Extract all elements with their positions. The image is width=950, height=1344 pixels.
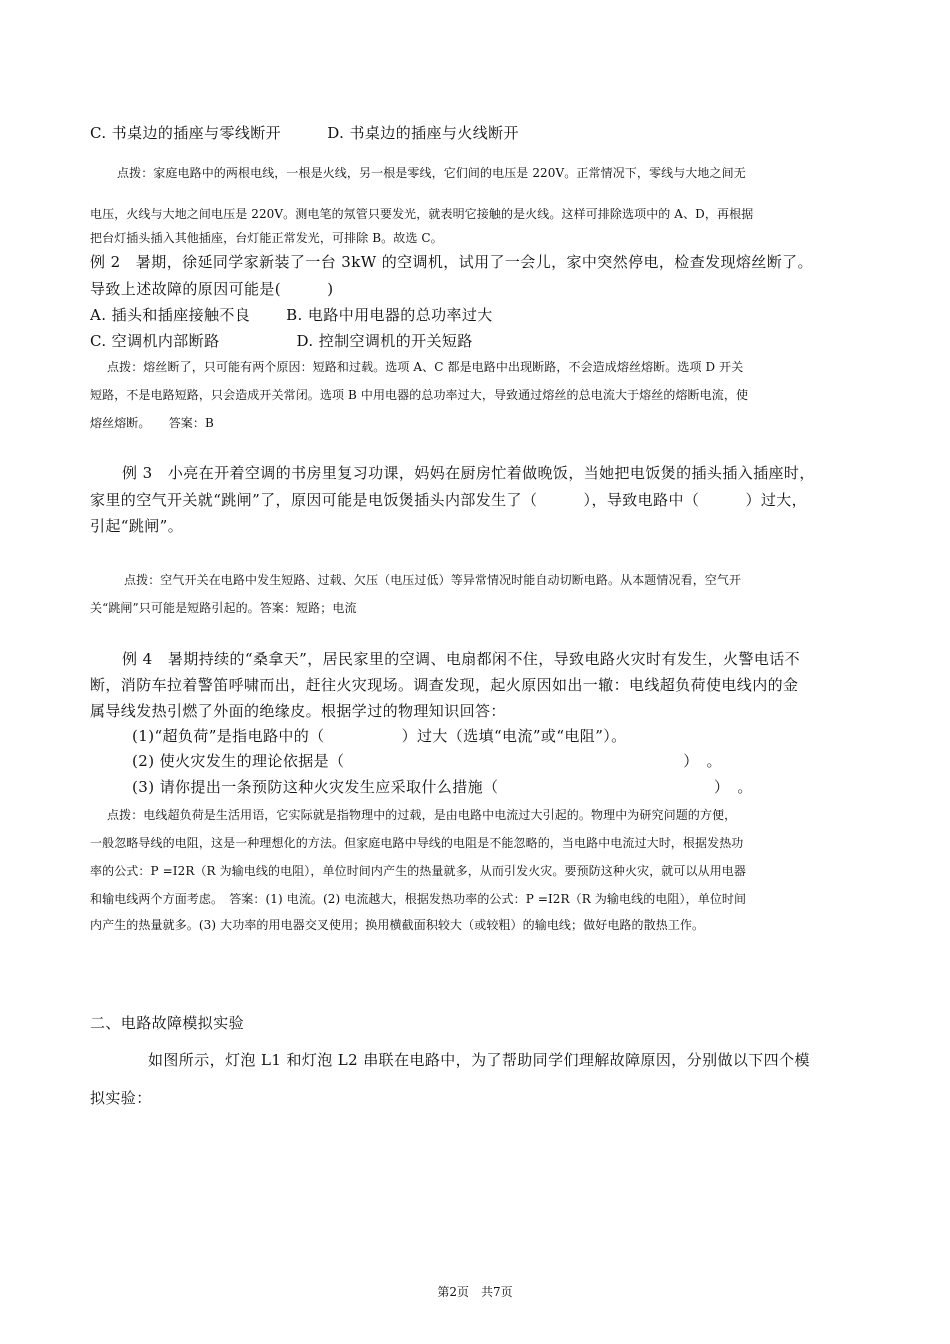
hint-answer-line: 熔丝熔断。 答案：B <box>90 416 214 430</box>
example-2-options: C. 空调机内部断路 D. 控制空调机的开关短路 <box>90 332 473 350</box>
hint-paragraph-line: 点拨：空气开关在电路中发生短路、过载、欠压（电压过低）等异常情况时能自动切断电路。从本题情况看，空气开 <box>124 573 742 587</box>
example-4-question: 例 4 暑期持续的“桑拿天”，居民家里的空调、电扇都闲不住，导致电路火灾时有发生，火警电话不 <box>122 650 801 668</box>
hint-paragraph-line: 点拨：电线超负荷是生活用语，它实际就是指物理中的过载，是由电路中电流过大引起的。物理中为研究问题的方便， <box>107 808 737 822</box>
hint-paragraph-line: 一般忽略导线的电阻，这是一种理想化的方法。但家庭电路中导线的电阻是不能忽略的，当电路中电流过大时，根据发热功 <box>90 836 744 850</box>
section-body-line: 如图所示，灯泡 L1 和灯泡 L2 串联在电路中，为了帮助同学们理解故障原因，分别做以下四个模 <box>148 1051 810 1069</box>
example-4-subquestion: (2) 使火灾发生的理论依据是（ ） 。 <box>132 752 722 770</box>
example-4-subquestion: (3) 请你提出一条预防这种火灾发生应采取什么措施（ ） 。 <box>132 778 753 796</box>
hint-paragraph-line: 短路，不是电路短路，只会造成开关常闭。选项 B 中用电器的总功率过大，导致通过熔丝的总电流大于熔丝的熔断电流，使 <box>90 388 749 402</box>
section-body-line: 拟实验： <box>90 1089 152 1107</box>
hint-paragraph-line: 点拨：熔丝断了，只可能有两个原因：短路和过载。选项 A、C 都是电路中出现断路，不会造成熔丝熔断。选项 D 开关 <box>107 360 744 374</box>
example-2-question: 例 2 暑期，徐延同学家新装了一台 3kW 的空调机，试用了一会儿，家中突然停电，检查发现熔丝断了。 <box>90 253 813 271</box>
section-heading: 二、电路故障模拟实验 <box>90 1014 245 1032</box>
example-4-question: 断，消防车拉着警笛呼啸而出，赶往火灾现场。调查发现，起火原因如出一辙：电线超负荷使电线内的金 <box>90 676 799 694</box>
hint-paragraph-line: 把台灯插头插入其他插座，台灯能正常发光，可排除 B。故选 C。 <box>90 231 443 245</box>
hint-paragraph-line: 内产生的热量就多。(3) 大功率的用电器交叉使用；换用横截面积较大（或较粗）的输电线；做好电路的散热工作。 <box>90 918 705 932</box>
hint-paragraph-line: 率的公式：P =I2R（R 为输电线的电阻），单位时间内产生的热量就多，从而引发火灾。要预防这种火灾，就可以从用电器 <box>90 864 747 878</box>
hint-paragraph-line: 电压，火线与大地之间电压是 220V。测电笔的氖管只要发光，就表明它接触的是火线。这样可排除选项中的 A、D，再根据 <box>90 207 754 221</box>
hint-paragraph-line: 和输电线两个方面考虑。 答案：(1) 电流。(2) 电流越大，根据发热功率的公式：P =I2R（R 为输电线的电阻），单位时间 <box>90 892 747 906</box>
option-line-cd: C. 书桌边的插座与零线断开 D. 书桌边的插座与火线断开 <box>90 124 519 142</box>
example-4-question: 属导线发热引燃了外面的绝缘皮。根据学过的物理知识回答： <box>90 702 506 720</box>
page-number-footer: 第2页 共7页 <box>437 1285 513 1299</box>
example-3-question: 家里的空气开关就“跳闸”了，原因可能是电饭煲插头内部发生了（ ），导致电路中（ ）过大， <box>90 491 808 509</box>
hint-paragraph-line: 点拨：家庭电路中的两根电线，一根是火线，另一根是零线，它们间的电压是 220V。正常情况下，零线与大地之间无 <box>117 166 746 180</box>
hint-paragraph-line: 关“跳闸”只可能是短路引起的。答案：短路；电流 <box>90 601 357 615</box>
example-3-question: 例 3 小亮在开着空调的书房里复习功课，妈妈在厨房忙着做晚饭，当她把电饭煲的插头插入插座时， <box>122 464 815 482</box>
example-3-question: 引起“跳闸”。 <box>90 517 184 535</box>
example-2-options: A. 插头和插座接触不良 B. 电路中用电器的总功率过大 <box>90 306 493 324</box>
example-2-question: 导致上述故障的原因可能是( ) <box>90 280 334 298</box>
example-4-subquestion: (1)“超负荷”是指电路中的（ ）过大（选填“电流”或“电阻”）。 <box>132 727 627 745</box>
